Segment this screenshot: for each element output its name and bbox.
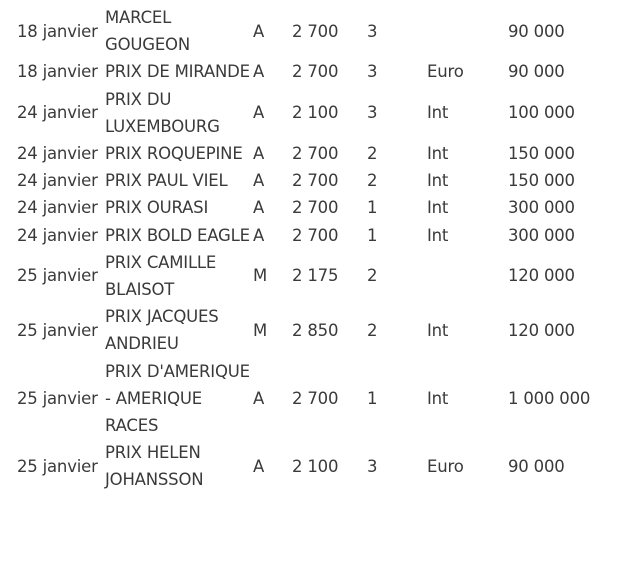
race-date-cell: 24 janvier [17,171,98,191]
race-name-cell [105,194,253,221]
race-name-cell [105,140,253,167]
race-category-cell: 1 [367,388,378,408]
race-purse-cell: 1 000 000 [508,388,591,408]
races-table [17,4,618,494]
race-discipline-cell: M [253,320,268,340]
race-purse-cell: 120 000 [508,320,575,340]
table-row [17,222,618,249]
race-scope-cell [427,249,508,303]
race-discipline-cell: A [253,456,265,476]
race-distance-cell: 2 700 [292,62,339,82]
race-distance-cell: 2 850 [292,320,339,340]
race-date-cell: 18 janvier [17,21,98,41]
race-scope-cell: Int [427,388,449,408]
table-row [17,358,618,440]
race-date-cell: 24 janvier [17,198,98,218]
race-category-cell: 3 [367,456,378,476]
race-scope-cell: Int [427,320,449,340]
race-date-cell: 24 janvier [17,103,98,123]
races-table-body [17,4,618,494]
race-distance-cell: 2 100 [292,103,339,123]
race-category-cell: 3 [367,62,378,82]
race-discipline-cell: A [253,171,265,191]
race-name-text: MARCEL GOUGEON [105,8,190,55]
race-name-text: PRIX BOLD EAGLE [105,225,250,245]
race-distance-cell: 2 700 [292,21,339,41]
race-purse-cell: 150 000 [508,144,575,164]
race-date-cell: 24 janvier [17,225,98,245]
race-date-cell: 24 janvier [17,144,98,164]
race-name-text: PRIX DU LUXEMBOURG [105,89,220,136]
race-purse-cell: 120 000 [508,266,575,286]
table-row [17,167,618,194]
race-distance-cell: 2 100 [292,456,339,476]
race-distance-cell: 2 700 [292,144,339,164]
race-date-cell: 25 janvier [17,320,98,340]
race-scope-cell: Int [427,198,449,218]
race-purse-cell: 90 000 [508,62,565,82]
race-name-text: PRIX ROQUEPINE [105,144,243,164]
race-discipline-cell: A [253,144,265,164]
race-name-text: PRIX PAUL VIEL [105,171,228,191]
race-discipline-cell: A [253,198,265,218]
table-row [17,249,618,303]
race-scope-cell: Int [427,144,449,164]
race-purse-cell: 100 000 [508,103,575,123]
race-name-cell [105,358,253,440]
race-name-cell [105,303,253,357]
race-category-cell: 3 [367,103,378,123]
table-row [17,86,618,140]
race-date-cell: 25 janvier [17,456,98,476]
table-row [17,140,618,167]
race-discipline-cell: A [253,21,265,41]
race-date-cell: 25 janvier [17,266,98,286]
race-distance-cell: 2 175 [292,266,339,286]
race-scope-cell: Euro [427,62,464,82]
race-name-cell [105,4,253,58]
race-scope-cell: Int [427,103,449,123]
race-discipline-cell: A [253,62,265,82]
race-category-cell: 2 [367,144,378,164]
race-purse-cell: 300 000 [508,225,575,245]
race-distance-cell: 2 700 [292,198,339,218]
race-purse-cell: 90 000 [508,456,565,476]
race-name-text: PRIX HELEN JOHANSSON [105,443,204,490]
race-name-text: PRIX D'AMERIQUE - AMERIQUE RACES [105,361,250,436]
race-name-cell [105,439,253,493]
race-category-cell: 1 [367,225,378,245]
race-name-cell [105,167,253,194]
race-category-cell: 2 [367,171,378,191]
race-name-text: PRIX JACQUES ANDRIEU [105,307,219,354]
race-name-text: PRIX DE MIRANDE [105,62,250,82]
race-purse-cell: 300 000 [508,198,575,218]
race-purse-cell: 150 000 [508,171,575,191]
race-distance-cell: 2 700 [292,225,339,245]
race-name-cell [105,86,253,140]
race-name-cell [105,249,253,303]
race-discipline-cell: A [253,225,265,245]
race-discipline-cell: A [253,388,265,408]
race-scope-cell: Int [427,225,449,245]
table-row [17,439,618,493]
race-category-cell: 2 [367,320,378,340]
race-distance-cell: 2 700 [292,171,339,191]
race-distance-cell: 2 700 [292,388,339,408]
race-category-cell: 3 [367,21,378,41]
table-row [17,303,618,357]
race-purse-cell: 90 000 [508,21,565,41]
table-row [17,194,618,221]
race-discipline-cell: A [253,103,265,123]
race-name-cell [105,222,253,249]
race-category-cell: 2 [367,266,378,286]
race-name-text: PRIX OURASI [105,198,209,218]
race-scope-cell: Int [427,171,449,191]
race-date-cell: 18 janvier [17,62,98,82]
table-row [17,58,618,85]
race-discipline-cell: M [253,266,268,286]
table-row [17,4,618,58]
race-scope-cell [427,4,508,58]
race-name-cell [105,58,253,85]
race-scope-cell: Euro [427,456,464,476]
race-date-cell: 25 janvier [17,388,98,408]
race-name-text: PRIX CAMILLE BLAISOT [105,252,217,300]
race-category-cell: 1 [367,198,378,218]
